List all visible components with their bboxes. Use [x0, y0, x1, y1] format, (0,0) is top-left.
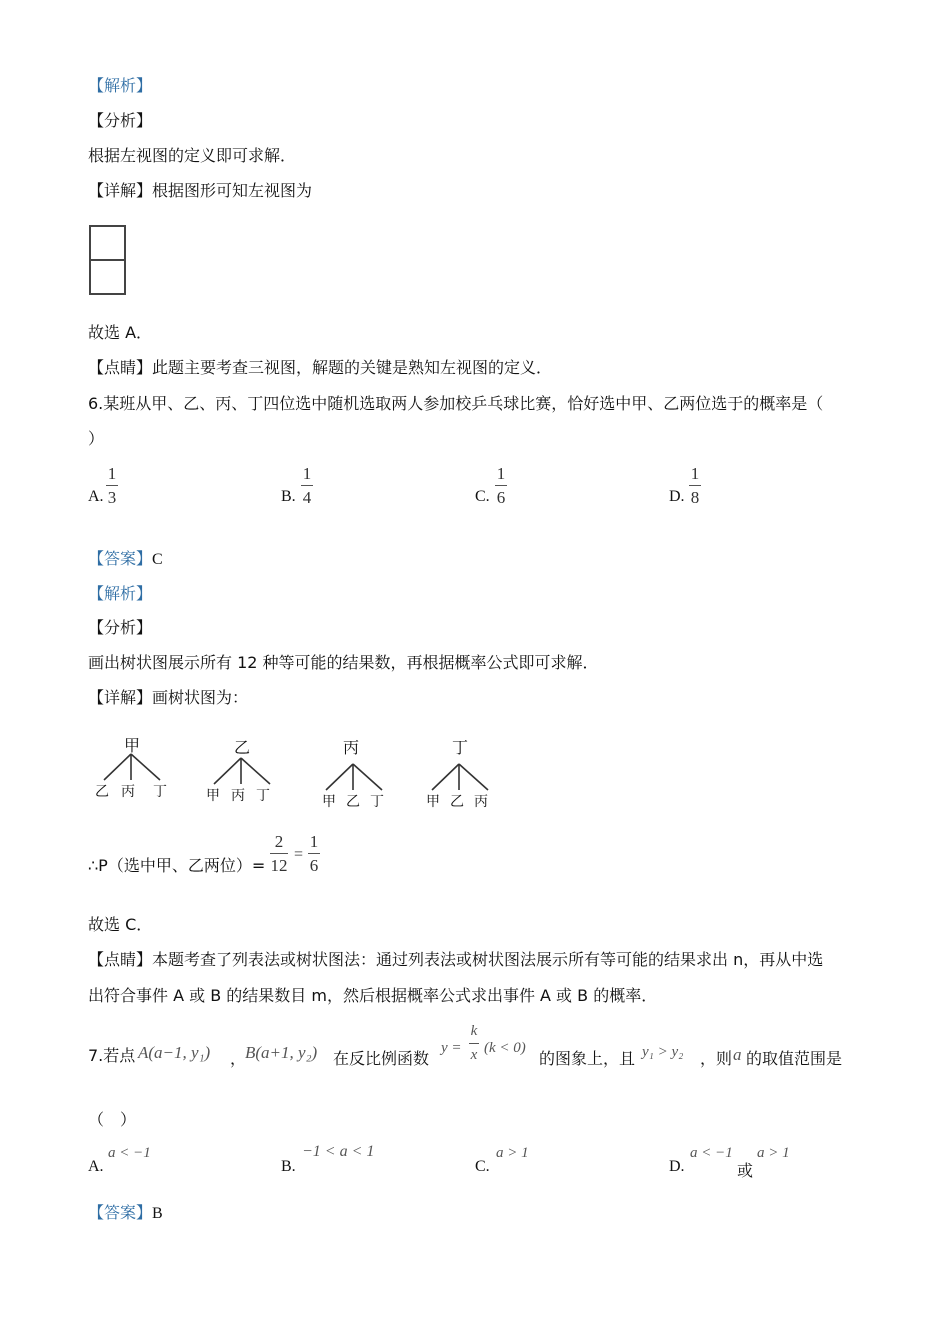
tree-leaf: 丙: [121, 784, 135, 800]
fraction-numerator: 1: [309, 832, 319, 851]
fraction-numerator: 1: [107, 464, 117, 483]
fraction-denominator: 8: [690, 488, 700, 507]
equals-sign: =: [294, 846, 304, 863]
fenxi-heading: 【分析】: [88, 111, 153, 130]
q6-answer: [88, 549, 163, 570]
probability-fraction-1: [270, 832, 288, 875]
q7-mid: 在反比例函数: [333, 1049, 430, 1068]
tree-branches: [100, 752, 164, 782]
tree-leaf: 乙: [450, 794, 464, 810]
fraction-numerator: 1: [302, 464, 312, 483]
option-label: A.: [88, 1158, 104, 1175]
point-b: B(a+1, y₂): [245, 1043, 318, 1062]
tree-root: 丙: [343, 738, 360, 757]
fraction-denominator: 6: [309, 856, 319, 875]
fenxi-text: 根据左视图的定义即可求解．: [88, 146, 297, 165]
fraction-denominator: x: [470, 1047, 478, 1063]
q7-suffix: 的取值范围是: [746, 1049, 843, 1068]
option-expr-2: a > 1: [757, 1145, 790, 1161]
fraction-numerator: k: [470, 1023, 478, 1039]
option-expr: −1 < a < 1: [302, 1143, 375, 1160]
func-lhs: y =: [441, 1040, 462, 1056]
q7-answer: [88, 1203, 163, 1224]
tree-branches: [322, 762, 386, 792]
q6-jiexi: 【解析】: [88, 584, 153, 603]
left-view-figure: [86, 222, 130, 298]
option-expr: a < −1: [108, 1145, 151, 1161]
option-expr: a > 1: [496, 1145, 529, 1161]
option-fraction: [301, 464, 313, 507]
answer-tag: 【答案】: [88, 1203, 153, 1222]
tree-leaf: 丁: [153, 784, 167, 800]
tree-branches: [210, 756, 274, 786]
q7-mid2: 的图象上，且: [539, 1049, 636, 1068]
q6-xiangjie: 【详解】画树状图为：: [88, 688, 249, 707]
point-a: A(a−1, y₁): [138, 1043, 211, 1062]
option-or: 或: [737, 1161, 754, 1180]
jiexi-heading: 【解析】: [88, 76, 153, 95]
q6-choose: 故选 C．: [88, 915, 153, 934]
q6-fenxi-text: 画出树状图展示所有 12 种等可能的结果数，再根据概率公式即可求解．: [88, 653, 599, 672]
fraction-numerator: 2: [274, 832, 284, 851]
xiangjie-text: 【详解】根据图形可知左视图为: [88, 181, 313, 200]
q7-prefix: 7.若点: [88, 1046, 136, 1065]
q6-fenxi: 【分析】: [88, 618, 153, 637]
q7-paren: （ ）: [88, 1110, 137, 1129]
tree-leaf: 丙: [474, 794, 488, 810]
answer-value: C: [152, 551, 163, 568]
dianjing-prev: 【点睛】此题主要考查三视图，解题的关键是熟知左视图的定义．: [88, 358, 553, 377]
tree-leaf: 甲: [206, 788, 220, 804]
func-fraction: [469, 1022, 479, 1065]
tree-leaf: 乙: [346, 794, 360, 810]
tree-root: 甲: [124, 736, 141, 755]
option-fraction: [495, 464, 507, 507]
tree-root: 丁: [452, 738, 469, 757]
fraction-denominator: 12: [270, 856, 288, 875]
option-label: D.: [669, 488, 685, 505]
answer-tag: 【答案】: [88, 549, 153, 568]
tree-leaf: 丙: [231, 788, 245, 804]
var-a: a: [733, 1045, 742, 1064]
comma: ，: [230, 1049, 247, 1068]
q6-stem-line2: ）: [88, 429, 105, 448]
fraction-denominator: 6: [496, 488, 506, 507]
answer-line-prev: 故选 A．: [88, 323, 153, 342]
tree-leaf: 丁: [256, 788, 270, 804]
option-fraction: [106, 464, 118, 507]
q6-stem-line1: 6.某班从甲、乙、丙、丁四位选中随机选取两人参加校乒乓球比赛，恰好选中甲、乙两位选于的概率是（: [88, 394, 824, 413]
tree-root: 乙: [234, 738, 251, 757]
q7-mid3: ，则: [700, 1049, 733, 1068]
inequality: y₁ > y₂: [642, 1044, 684, 1060]
option-label: C.: [475, 1158, 490, 1175]
option-expr: a < −1: [690, 1145, 733, 1161]
option-fraction: [689, 464, 701, 507]
tree-branches: [428, 762, 492, 792]
fraction-denominator: 4: [302, 488, 312, 507]
fraction-denominator: 3: [107, 488, 117, 507]
option-label: D.: [669, 1158, 685, 1175]
option-label: B.: [281, 488, 296, 505]
q6-dianjing-line1: 【点睛】本题考查了列表法或树状图法：通过列表法或树状图法展示所有等可能的结果求出 n，再从中选: [88, 950, 824, 969]
fraction-numerator: 1: [690, 464, 700, 483]
tree-leaf: 甲: [322, 794, 336, 810]
q6-dianjing-line2: 出符合事件 A 或 B 的结果数目 m，然后根据概率公式求出事件 A 或 B 的概率．: [88, 986, 658, 1005]
func-condition: (k < 0): [484, 1040, 526, 1056]
fraction-numerator: 1: [496, 464, 506, 483]
tree-leaf: 甲: [426, 794, 440, 810]
answer-value: B: [152, 1205, 163, 1222]
tree-leaf: 丁: [370, 794, 384, 810]
tree-leaf: 乙: [95, 784, 109, 800]
option-label: C.: [475, 488, 490, 505]
probability-prefix: ∴P（选中甲、乙两位）=: [88, 856, 266, 875]
option-label: B.: [281, 1158, 296, 1175]
option-label: A.: [88, 488, 104, 505]
probability-fraction-2: [308, 832, 320, 875]
